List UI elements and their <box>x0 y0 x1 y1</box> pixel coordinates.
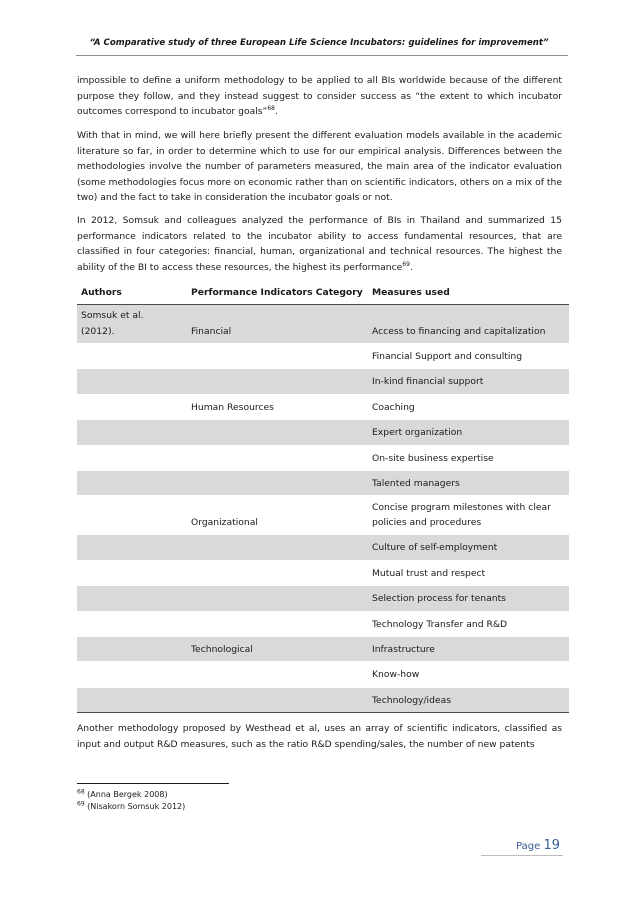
paragraph-westhead-method: Another methodology proposed by Westhead et al, uses an array of scientific indicators, classified as input and output R&D measures, such as the ratio R&D spending/sales, the number of new patents <box>77 723 562 750</box>
table-row <box>77 445 569 470</box>
table-row <box>77 394 569 419</box>
measure-cell: Selection process for tenants <box>368 586 569 611</box>
footnote-separator <box>77 783 229 784</box>
category-cell: Technological <box>187 636 368 661</box>
category-cell <box>187 611 368 636</box>
category-cell <box>187 560 368 585</box>
author-cell <box>77 496 187 535</box>
footnote-69 <box>77 802 185 811</box>
footnote-text: (Nisakorn Somsuk 2012) <box>84 802 186 811</box>
table-row <box>77 662 569 687</box>
author-cell <box>77 611 187 636</box>
page-number <box>516 838 560 853</box>
author-cell <box>77 586 187 611</box>
category-cell <box>187 662 368 687</box>
author-cell <box>77 420 187 445</box>
measure-cell: Mutual trust and respect <box>368 560 569 585</box>
table-row <box>77 687 569 712</box>
category-cell <box>187 344 368 369</box>
table-row <box>77 344 569 369</box>
table-row <box>77 560 569 585</box>
category-cell <box>187 369 368 394</box>
paragraph-evaluation-models: With that in mind, we will here briefly present the different evaluation models available in the academic literature so far, in order to determine which to use for our empirical analysis. Differences between the methodologies involve the number of parameters measured, the main area of the indicator evaluation (some methodologies focus more on economic rather than on scientific indicators, others on a mix of the two) and the fact to take in consideration the incubator goals or not. <box>77 130 562 204</box>
page-word: Page <box>516 841 541 852</box>
table-row <box>77 535 569 560</box>
measure-cell: Infrastructure <box>368 636 569 661</box>
column-header-category: Performance Indicators Category <box>187 280 368 305</box>
measure-cell: Talented managers <box>368 470 569 495</box>
category-cell: Organizational <box>187 496 368 535</box>
table-header-row <box>77 280 569 305</box>
page-footer-divider <box>481 855 563 856</box>
paragraph-text: In 2012, Somsuk and colleagues analyzed the performance of BIs in Thailand and summarized 15 performance indicators related to the incubator ability to access fundamental resources, that are classified in four categories: financial, human, organizational and technical resources. The highest the ability of the BI to access these resources, the highest its performance <box>77 215 562 273</box>
column-header-authors: Authors <box>77 280 187 305</box>
footnote-ref-69[interactable]: 69 <box>402 260 410 268</box>
measure-cell: Coaching <box>368 394 569 419</box>
measure-cell: Culture of self-employment <box>368 535 569 560</box>
author-cell <box>77 470 187 495</box>
footnote-number: 69 <box>77 800 85 808</box>
table-row <box>77 611 569 636</box>
table-row <box>77 496 569 535</box>
paragraph-text: impossible to define a uniform methodology to be applied to all BIs worldwide because of the different purpose they follow, and they instead suggest to consider success as “the extent to which incubator outcomes correspond to incubator goals” <box>77 75 562 118</box>
author-cell <box>77 369 187 394</box>
page-number-value: 19 <box>543 838 560 853</box>
category-cell <box>187 586 368 611</box>
author-cell <box>77 636 187 661</box>
author-cell <box>77 394 187 419</box>
table-row <box>77 470 569 495</box>
footnote-number: 68 <box>77 788 85 796</box>
header-divider <box>76 55 568 56</box>
table-row <box>77 305 569 344</box>
author-cell <box>77 662 187 687</box>
measure-cell: Access to financing and capitalization <box>368 305 569 344</box>
table-row <box>77 636 569 661</box>
author-cell <box>77 344 187 369</box>
author-cell <box>77 445 187 470</box>
category-cell: Financial <box>187 305 368 344</box>
author-cell: Somsuk et al. (2012). <box>77 305 187 344</box>
category-cell <box>187 535 368 560</box>
category-cell <box>187 420 368 445</box>
author-cell <box>77 535 187 560</box>
table-row <box>77 586 569 611</box>
measure-cell: Concise program milestones with clear policies and procedures <box>368 496 569 535</box>
measure-cell: Technology Transfer and R&D <box>368 611 569 636</box>
footnote-text: (Anna Bergek 2008) <box>84 790 168 799</box>
category-cell <box>187 470 368 495</box>
measure-cell: On-site business expertise <box>368 445 569 470</box>
measure-cell: In-kind financial support <box>368 369 569 394</box>
measure-cell: Expert organization <box>368 420 569 445</box>
measure-cell: Know-how <box>368 662 569 687</box>
measure-cell: Technology/ideas <box>368 687 569 712</box>
column-header-measures: Measures used <box>368 280 569 305</box>
running-header: “A Comparative study of three European Life Science Incubators: guidelines for improvement” <box>89 38 549 48</box>
performance-indicators-table <box>77 280 569 713</box>
footnote-ref-68[interactable]: 68 <box>267 105 275 113</box>
author-cell <box>77 687 187 712</box>
author-cell <box>77 560 187 585</box>
footnote-68 <box>77 790 168 799</box>
category-cell: Human Resources <box>187 394 368 419</box>
measure-cell: Financial Support and consulting <box>368 344 569 369</box>
category-cell <box>187 445 368 470</box>
paragraph-somsuk-study: In 2012, Somsuk and colleagues analyzed the performance of BIs in Thailand and summarized 15 performance indicators related to the incubator ability to access fundamental resources, that are classified in four categories: financial, human, organizational and technical resources. The highest the ability of the BI to access these resources, the highest its performance$^{69}$. <box>77 215 562 273</box>
table-row <box>77 369 569 394</box>
table-row <box>77 420 569 445</box>
paragraph-intro-continuation: impossible to define a uniform methodology to be applied to all BIs worldwide because of the different purpose they follow, and they instead suggest to consider success as “the extent to which incubator outcomes correspond to incubator goals”$^{68}$. <box>77 75 562 118</box>
category-cell <box>187 687 368 712</box>
